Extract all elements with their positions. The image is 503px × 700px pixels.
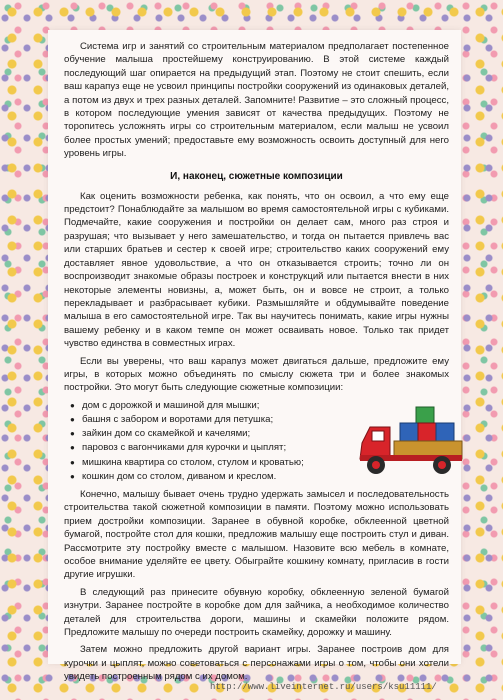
list-item: ● башня с забором и воротами для петушка; [70,413,350,427]
paragraph: Как оценить возможности ребенка, как понять, что он освоил, а что ему еще предстоит? Понаблюдайте за малышом во время самостоятельной игры с кубиками. Подмечайте, какие сооружения и постройки он делает сам, много раз строя и разрушая; что вызывает у него замешательство, и тогда он пытается привлечь вас или старших братьев и сестер к своей игре; строительство каких сооружений ему доставляет явное удовольствие, а что он отказывается строить; точно ли он воспроизводит знакомые образы построек и конструкций или пытается внести в них некоторые элементы новизны, а, может быть, он и вовсе не строит, а только перекладывает и разбрасывает кубики. Размышляйте и обдумывайте поведение малыша в его самостоятельной игре. Так вы научитесь понимать, какие игры нужны вашему ребенку и в каком темпе он может осваивать новое. Только так придет чувство единства в совместных играх. [64,190,449,350]
paragraph: Затем можно предложить другой вариант игры. Заранее построив дом для курочки и цыплят, можно советоваться с персонажами игры о том, чтобы они хотели увидеть построенным рядом с их домом. [64,644,449,683]
paragraph: В следующий раз принесите обувную коробку, обклеенную зеленой бумагой изнутри. Заранее постройте в коробке дом для зайчика, а необходимое количество деталей для строительства дороги, машины и скамейки положите рядом. Предложите малышу по очереди построить скамейку, дорожку и машину. [64,586,449,639]
composition-list-block [64,399,449,484]
list-item: ● дом с дорожкой и машиной для мышки; [70,399,350,413]
composition-list [64,399,350,484]
paragraph: Система игр и занятий со строительным материалом предполагает постепенное обучение малыша простейшему конструированию. В этой системе каждый последующий шаг опирается на предыдущий этап. Поэтому не стоит спешить, если ваш карапуз еще не усвоил принципы постройки сооружений из одинаковых деталей, а потом из двух и трех разных деталей. Запомните! Развитие – это сложный процесс, в котором последующие умения зависят от качества предыдущих. Поэтому не торопитесь усложнять игры со строительным материалом, если малыш не усвоил более простых умений; предоставьте ему возможность освоить доступный для него уровень игры. [64,41,449,160]
page-content [48,30,461,683]
watermark-url: http://www.liveinternet.ru/users/ksu11111/ [210,682,437,692]
paragraph: Если вы уверены, что ваш карапуз может двигаться дальше, предложите ему игры, в которых можно объединять по смыслу сюжета три и более знакомых постройки. Это могут быть следующие сюжетные композиции: [64,355,449,394]
list-item: ● паровоз с вагончиками для курочки и цыплят; [70,441,350,455]
list-item: ● зайкин дом со скамейкой и качелями; [70,427,350,441]
section-heading: И, наконец, сюжетные композиции [170,170,343,182]
toy-truck-illustration [356,403,468,481]
paragraph: Конечно, малышу бывает очень трудно удержать замысел и последовательность строительства такой сюжетной композиции в памяти. Поэтому можно использовать прием достройки композиции. Заранее в обувной коробке, обклеенной цветной бумагой, постройте стол для кошки, предложив малышу еще построить стул и диван. Рассмотрите эту постройку вместе с малышом. Назовите всю мебель в комнате, особое внимание уделяйте ее цвету. Обыграйте кошкину комнату, пригласив в гости другие игрушки. [64,488,449,581]
list-item: ● кошкин дом со столом, диваном и креслом. [70,470,350,484]
list-item: ● мишкина квартира со столом, стулом и кроватью; [70,456,350,470]
